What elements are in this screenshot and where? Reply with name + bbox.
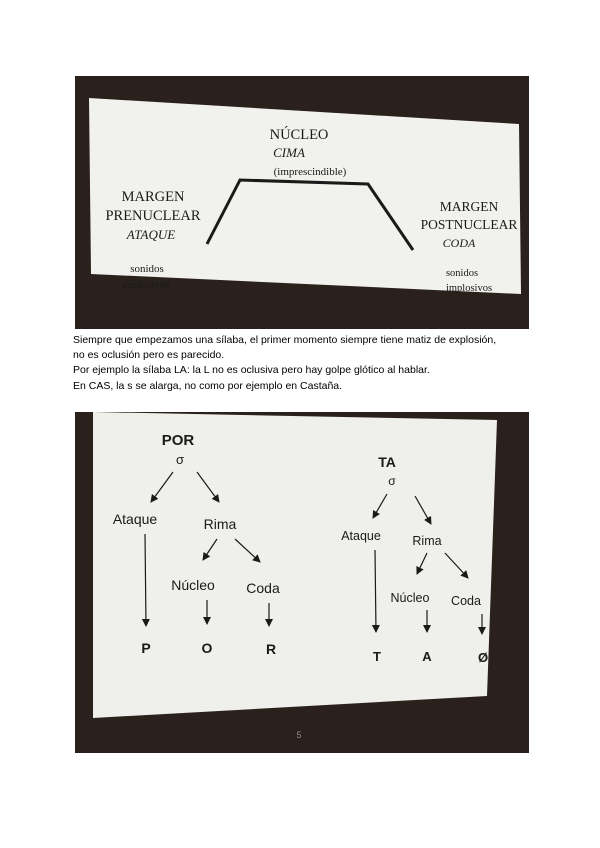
segment-a: A (422, 649, 432, 664)
segment-null: Ø (477, 650, 489, 665)
rima-label: Rima (203, 516, 237, 532)
caption-line: Siempre que empezamos una sílaba, el primer momento siempre tiene matiz de explosión, (73, 334, 497, 346)
ataque-label: Ataque (112, 511, 158, 527)
coda-label: Coda (246, 580, 280, 596)
nucleo-label: NÚCLEO (269, 127, 329, 143)
postnuclear-label: POSTNUCLEAR (420, 217, 518, 232)
nucleo-label: Núcleo (390, 591, 430, 605)
segment-o: O (201, 640, 213, 656)
segment-t: T (373, 649, 381, 664)
slide-photo-syllable-trees (75, 412, 529, 753)
ataque-label: ATAQUE (126, 227, 176, 242)
sonidos-implosivos-1: sonidos (445, 268, 479, 279)
imprescindible-label: (imprescindible) (273, 166, 347, 178)
slide-photo-syllable-structure (75, 76, 529, 329)
nucleo-label: Núcleo (171, 577, 215, 593)
word-label: POR (161, 432, 195, 449)
segment-p: P (141, 640, 151, 656)
caption-line: Por ejemplo la sílaba LA: la L no es oclusiva pero hay golpe glótico al hablar. (73, 364, 430, 377)
sonidos-explosivos-2: explosivos (122, 279, 170, 291)
sonidos-implosivos-2: implosivos (445, 283, 493, 294)
coda-label: Coda (451, 594, 481, 608)
margen-post-label: MARGEN (439, 199, 499, 214)
sonidos-explosivos-1: sonidos (130, 263, 164, 275)
ataque-label: Ataque (341, 529, 381, 543)
caption-line: En CAS, la s se alarga, no como por ejemplo en Castaña. (73, 379, 343, 392)
projected-screen (93, 412, 497, 718)
segment-r: R (265, 641, 277, 657)
margen-pre-label: MARGEN (121, 189, 185, 205)
coda-label: CODA (442, 236, 476, 250)
slide-syllable-trees (75, 412, 529, 753)
page-number: 5 (296, 730, 302, 740)
rima-label: Rima (412, 534, 442, 548)
cima-label: CIMA (273, 145, 305, 160)
word-label: TA (378, 454, 396, 470)
caption-text (73, 333, 543, 394)
sigma-symbol: σ (175, 452, 185, 467)
caption-line: no es oclusión pero es parecido. (73, 349, 225, 362)
prenuclear-label: PRENUCLEAR (105, 208, 201, 224)
slide-syllable-structure (75, 76, 529, 329)
sigma-symbol: σ (388, 474, 396, 488)
